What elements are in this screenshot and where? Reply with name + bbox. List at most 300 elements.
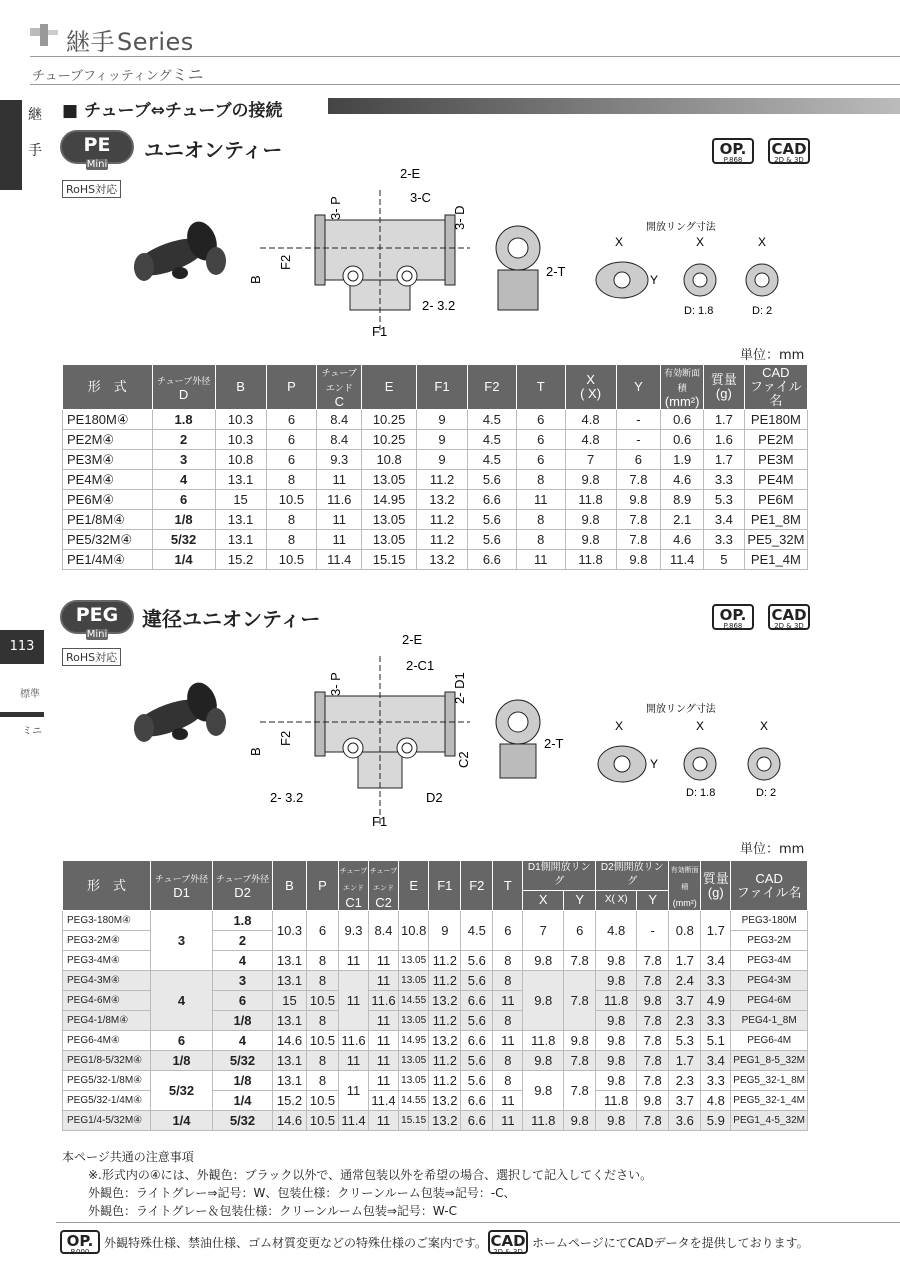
peg-th-cad-file: ファイル名 <box>736 884 802 900</box>
table-cell: PEG4-6M <box>731 991 808 1011</box>
table-cell: PE5_32M <box>744 530 807 550</box>
table-cell: 5.3 <box>669 1031 701 1051</box>
side-label-standard: 標準 <box>20 689 40 700</box>
table-cell: 5.6 <box>461 971 493 991</box>
table-cell: 1/8 <box>213 1071 273 1091</box>
pe-dim-2e: 2-E <box>400 166 421 181</box>
table-cell: 13.2 <box>417 550 468 570</box>
pe-th-tubeend: チューブエンド <box>321 368 357 393</box>
table-cell: 11 <box>493 1111 523 1131</box>
table-cell: 2.4 <box>669 971 701 991</box>
model-cell: PEG6-4M④ <box>63 1031 151 1051</box>
table-cell: 11 <box>339 971 369 1031</box>
table-cell: 11 <box>516 550 565 570</box>
table-cell: 1.7 <box>669 951 701 971</box>
peg-th-cad: CAD <box>755 870 783 886</box>
table-cell: 5.9 <box>701 1111 731 1131</box>
section-bar <box>328 98 900 114</box>
table-cell: 1.7 <box>704 450 745 470</box>
pe-th-c: C <box>334 394 344 409</box>
table-cell: 15 <box>215 490 266 510</box>
table-cell: 13.05 <box>362 530 417 550</box>
peg-photo <box>130 678 226 744</box>
table-cell: 7 <box>565 450 616 470</box>
table-cell: 9 <box>417 430 468 450</box>
table-cell: 11 <box>493 991 523 1011</box>
table-cell: 10.5 <box>307 1031 339 1051</box>
table-cell: 6 <box>516 410 565 430</box>
table-cell: PE1/8M④ <box>63 510 153 530</box>
table-cell: 3.3 <box>701 1071 731 1091</box>
table-cell: 3 <box>152 450 215 470</box>
table-cell: 10.25 <box>362 430 417 450</box>
table-cell: 8 <box>307 951 339 971</box>
peg-op-icon[interactable]: OP. P.868 <box>712 604 754 630</box>
table-cell: 6 <box>493 911 523 951</box>
pe-th-cad-file: ファイル名 <box>749 379 802 408</box>
peg-badge: PEG Mini <box>60 600 134 634</box>
table-cell: 11 <box>369 1111 399 1131</box>
table-cell: 14.55 <box>399 1091 429 1111</box>
peg-th-mass: 質量 <box>702 870 729 886</box>
table-cell: 9.8 <box>596 1071 637 1091</box>
table-cell: 8.4 <box>317 430 362 450</box>
table-cell: 7.8 <box>616 470 661 490</box>
peg-th-x: X <box>523 890 564 910</box>
fitting-logo-icon <box>30 24 58 46</box>
peg-th-t: T <box>493 861 523 911</box>
table-cell: 8 <box>307 1071 339 1091</box>
table-cell: PEG1_8-5_32M <box>731 1051 808 1071</box>
table-cell: 11.6 <box>339 1031 369 1051</box>
table-cell: 6.6 <box>467 490 516 510</box>
table-cell: 13.1 <box>215 530 266 550</box>
table-cell: 13.1 <box>215 510 266 530</box>
table-cell: 5.3 <box>704 490 745 510</box>
table-cell: 3 <box>151 911 213 971</box>
pe-dim-232: 2- 3.2 <box>422 298 456 313</box>
side-tab <box>0 100 22 190</box>
table-cell: 3.4 <box>701 951 731 971</box>
table-cell: 9.8 <box>565 530 616 550</box>
peg-dim-b: B <box>248 747 263 756</box>
table-cell: 1.7 <box>704 410 745 430</box>
table-cell: 7.8 <box>564 1051 596 1071</box>
table-cell: 9.8 <box>523 971 564 1031</box>
table-cell: 10.5 <box>307 1111 339 1131</box>
table-row <box>63 450 808 470</box>
table-cell: 6.6 <box>461 991 493 1011</box>
table-cell: 4 <box>152 470 215 490</box>
table-row <box>63 1071 808 1091</box>
peg-ring-x3: X <box>760 719 769 733</box>
table-cell: 5 <box>704 550 745 570</box>
table-cell: 13.2 <box>429 1091 461 1111</box>
table-cell: 8 <box>516 530 565 550</box>
table-cell: 11.8 <box>565 550 616 570</box>
table-cell: 11 <box>516 490 565 510</box>
pe-th-area: 有効断面積 <box>664 368 701 393</box>
table-cell: 8 <box>307 1051 339 1071</box>
table-cell: 7.8 <box>637 951 669 971</box>
table-cell: 13.2 <box>429 991 461 1011</box>
model-cell: PEG5/32-1/4M④ <box>63 1091 151 1111</box>
table-cell: 3.3 <box>701 971 731 991</box>
pe-ring-x1: X <box>615 235 624 249</box>
pe-th-mass: 質量 <box>710 372 737 387</box>
table-cell: 4.8 <box>565 410 616 430</box>
model-cell: PEG3-4M④ <box>63 951 151 971</box>
table-cell: 1/4 <box>152 550 215 570</box>
table-cell: PEG5_32-1_8M <box>731 1071 808 1091</box>
table-cell: 11.2 <box>429 1051 461 1071</box>
table-cell: 14.95 <box>362 490 417 510</box>
peg-th-b: B <box>273 861 307 911</box>
peg-th-end1: チューブエンド <box>339 867 368 892</box>
pe-th-model: 形 式 <box>63 365 153 410</box>
table-cell: 6 <box>266 450 317 470</box>
peg-rohs-badge: RoHS対応 <box>62 648 121 666</box>
peg-th-ring2: D2側開放リング <box>596 861 669 891</box>
table-cell: 4.6 <box>661 470 704 490</box>
table-cell: 8 <box>266 510 317 530</box>
header-divider <box>30 56 900 57</box>
table-cell: 9.8 <box>637 991 669 1011</box>
table-cell: 4.5 <box>461 911 493 951</box>
table-cell: 9.8 <box>565 470 616 490</box>
table-cell: 13.05 <box>399 1011 429 1031</box>
table-cell: 15.2 <box>273 1091 307 1111</box>
table-row <box>63 430 808 450</box>
table-cell: 8.9 <box>661 490 704 510</box>
table-cell: 8 <box>516 510 565 530</box>
table-cell: 6 <box>266 410 317 430</box>
table-cell: 4 <box>213 951 273 971</box>
table-cell: 9.3 <box>339 911 369 951</box>
table-cell: 9.8 <box>596 971 637 991</box>
table-cell: PE1/4M④ <box>63 550 153 570</box>
pe-th-e: E <box>362 365 417 410</box>
footer-op-icon[interactable]: OP. P.000 <box>60 1230 100 1254</box>
table-cell: 5.1 <box>701 1031 731 1051</box>
peg-th-f2: F2 <box>461 861 493 911</box>
table-cell: 10.5 <box>266 490 317 510</box>
table-cell: 9.8 <box>523 1071 564 1111</box>
table-cell: 10.3 <box>215 410 266 430</box>
table-cell: 1.9 <box>661 450 704 470</box>
peg-th-end2: チューブエンド <box>369 867 398 892</box>
peg-th-area: 有効断面積 <box>670 867 699 891</box>
table-cell: PEG3-2M <box>731 931 808 951</box>
model-cell: PEG1/4-5/32M④ <box>63 1111 151 1131</box>
table-cell: 8 <box>307 1011 339 1031</box>
table-cell: 11.4 <box>339 1111 369 1131</box>
table-cell: 9.8 <box>596 1031 637 1051</box>
peg-th-y2: Y <box>637 890 669 910</box>
pe-dim-3c: 3-C <box>410 190 431 205</box>
header-title: 継手Series <box>66 28 194 56</box>
table-cell: 11.2 <box>429 1071 461 1091</box>
table-cell: 1.8 <box>152 410 215 430</box>
pe-rohs-badge: RoHS対応 <box>62 180 121 198</box>
table-cell: 2 <box>213 931 273 951</box>
table-cell: 13.1 <box>273 951 307 971</box>
table-cell: 10.3 <box>273 911 307 951</box>
pe-th-f2: F2 <box>467 365 516 410</box>
table-cell: 4.8 <box>701 1091 731 1111</box>
table-row <box>63 410 808 430</box>
table-cell: 6 <box>616 450 661 470</box>
table-cell: 13.1 <box>273 1071 307 1091</box>
table-row <box>63 911 808 931</box>
table-cell: 8 <box>493 1011 523 1031</box>
pe-spec-table <box>62 364 808 570</box>
table-cell: 14.95 <box>399 1031 429 1051</box>
model-cell: PEG3-2M④ <box>63 931 151 951</box>
table-cell: 7.8 <box>616 510 661 530</box>
table-cell: PE3M <box>744 450 807 470</box>
table-cell: PEG4-3M <box>731 971 808 991</box>
table-cell: 7.8 <box>616 530 661 550</box>
pe-side-view <box>496 226 540 310</box>
table-cell: 5.6 <box>467 530 516 550</box>
table-cell: 11 <box>369 951 399 971</box>
table-cell: 6.6 <box>467 550 516 570</box>
table-cell: - <box>637 911 669 951</box>
peg-th-model: 形 式 <box>63 861 151 911</box>
table-cell: PE6M <box>744 490 807 510</box>
table-cell: PE2M④ <box>63 430 153 450</box>
table-cell: 6 <box>516 430 565 450</box>
peg-dim-232: 2- 3.2 <box>270 790 304 805</box>
page-number: 113 <box>0 630 44 664</box>
table-cell: 3.3 <box>701 1011 731 1031</box>
peg-dim-f1: F1 <box>372 814 388 829</box>
table-cell: 11 <box>369 1051 399 1071</box>
table-cell: 4.8 <box>565 430 616 450</box>
pe-th-f1: F1 <box>417 365 468 410</box>
pe-th-p: P <box>266 365 317 410</box>
table-cell: 11.8 <box>523 1111 564 1131</box>
notes-title: 本ページ共通の注意事項 <box>62 1150 194 1164</box>
table-cell: 4.5 <box>467 450 516 470</box>
peg-dim-3p: 3- P <box>328 672 343 696</box>
table-row <box>63 550 808 570</box>
table-cell: 9.8 <box>596 1111 637 1131</box>
section-title: ■ チューブ⇔チューブの接続 <box>62 101 283 121</box>
table-cell: 3 <box>213 971 273 991</box>
peg-ring-views <box>598 746 780 782</box>
table-cell: 11.6 <box>369 991 399 1011</box>
table-cell: 13.1 <box>273 971 307 991</box>
table-cell: 13.05 <box>399 1051 429 1071</box>
table-cell: 8 <box>266 530 317 550</box>
table-cell: 11 <box>339 1051 369 1071</box>
table-cell: 1.6 <box>704 430 745 450</box>
peg-th-tube1: チューブ外径 <box>154 874 209 884</box>
peg-cad-icon[interactable]: CAD 2D & 3D <box>768 604 810 630</box>
table-cell: 0.6 <box>661 430 704 450</box>
pe-ring-d2: D: 2 <box>752 305 773 317</box>
peg-th-area-unit: (mm²) <box>672 898 697 908</box>
peg-th-e: E <box>399 861 429 911</box>
pe-dim-f2: F2 <box>278 254 293 270</box>
table-cell: 11 <box>317 510 362 530</box>
peg-unit: 単位：mm <box>740 842 805 857</box>
table-cell: 11.2 <box>429 1011 461 1031</box>
table-cell: 0.8 <box>669 911 701 951</box>
pe-photo <box>130 217 226 283</box>
notes-line-1: ※.形式内の④には、外観色：ブラック以外で、通常包装以外を希望の場合、選択して記入してください。 <box>88 1168 653 1182</box>
table-cell: 1/4 <box>151 1111 213 1131</box>
table-row <box>63 530 808 550</box>
peg-th-c1: C1 <box>345 894 362 910</box>
peg-th-ring1: D1側開放リング <box>523 861 596 891</box>
pe-dim-b: B <box>248 275 263 284</box>
table-cell: 5.6 <box>461 951 493 971</box>
table-cell: 9.8 <box>616 550 661 570</box>
pe-th-b: B <box>215 365 266 410</box>
table-cell: 7.8 <box>637 971 669 991</box>
table-cell: 8 <box>493 971 523 991</box>
peg-th-tube2: チューブ外径 <box>215 874 270 884</box>
table-cell: 7.8 <box>637 1071 669 1091</box>
side-char-1: 継 <box>28 107 42 123</box>
table-row <box>63 470 808 490</box>
table-cell: 11.8 <box>596 991 637 1011</box>
table-cell: 4 <box>213 1031 273 1051</box>
pe-ring-title: 開放リング寸法 <box>646 222 716 233</box>
pe-title: ユニオンティー <box>144 138 283 162</box>
table-cell: 13.05 <box>399 1071 429 1091</box>
table-row <box>63 1051 808 1071</box>
table-cell: 10.8 <box>362 450 417 470</box>
pe-dim-f1: F1 <box>372 324 388 339</box>
table-cell: 11.2 <box>429 951 461 971</box>
pe-th-tube: チューブ外径 <box>156 375 211 386</box>
table-cell: 8.4 <box>317 410 362 430</box>
peg-th-mass-unit: (g) <box>707 884 724 900</box>
peg-ring-y: Y <box>650 757 659 771</box>
pe-unit: 単位：mm <box>740 348 805 363</box>
pe-th-y: Y <box>616 365 661 410</box>
table-row <box>63 971 808 991</box>
table-cell: 15.2 <box>215 550 266 570</box>
table-cell: 14.55 <box>399 991 429 1011</box>
table-row <box>63 510 808 530</box>
table-cell: 8 <box>516 470 565 490</box>
pe-ring-y: Y <box>650 273 659 287</box>
table-cell: PE4M④ <box>63 470 153 490</box>
table-cell: 11 <box>369 1011 399 1031</box>
pe-dim-2t: 2-T <box>546 264 566 279</box>
table-cell: PEG1_4-5_32M <box>731 1111 808 1131</box>
table-cell: - <box>616 410 661 430</box>
table-cell: 10.8 <box>399 911 429 951</box>
peg-th-x2: X( X) <box>596 890 637 910</box>
pe-badge: PE Mini <box>60 130 134 164</box>
model-cell: PEG4-6M④ <box>63 991 151 1011</box>
peg-dim-2c1: 2-C1 <box>406 658 435 673</box>
table-cell: 1.7 <box>669 1051 701 1071</box>
table-cell: 9.8 <box>596 1051 637 1071</box>
table-cell: 9.8 <box>523 951 564 971</box>
table-cell: 11 <box>339 1071 369 1111</box>
table-cell: 11 <box>339 951 369 971</box>
table-cell: 3.7 <box>669 991 701 1011</box>
table-cell: 13.1 <box>215 470 266 490</box>
table-cell: 11 <box>493 1031 523 1051</box>
pe-op-icon[interactable]: OP. P.868 <box>712 138 754 164</box>
pe-dim-3d: 3- D <box>452 205 467 230</box>
table-cell: 4.5 <box>467 410 516 430</box>
table-cell: 3.7 <box>669 1091 701 1111</box>
table-cell: 11.8 <box>596 1091 637 1111</box>
pe-ring-x3: X <box>758 235 767 249</box>
table-cell: 9.8 <box>565 510 616 530</box>
peg-dim-2e: 2-E <box>402 632 423 647</box>
pe-th-x: X <box>586 372 595 387</box>
table-cell: 13.1 <box>273 1051 307 1071</box>
table-cell: 7.8 <box>637 1011 669 1031</box>
table-cell: 2 <box>152 430 215 450</box>
table-cell: 11.2 <box>417 530 468 550</box>
table-cell: 3.3 <box>704 530 745 550</box>
table-cell: 7.8 <box>637 1051 669 1071</box>
table-cell: 1/8 <box>152 510 215 530</box>
table-cell: 3.3 <box>704 470 745 490</box>
side-char-2: 手 <box>28 143 42 159</box>
pe-th-t: T <box>516 365 565 410</box>
table-cell: 9 <box>417 410 468 430</box>
table-cell: 6 <box>516 450 565 470</box>
footer-cad-icon[interactable]: CAD 2D & 3D <box>488 1230 528 1254</box>
table-cell: 11.6 <box>317 490 362 510</box>
table-cell: 6.6 <box>461 1091 493 1111</box>
table-cell: 11.2 <box>417 510 468 530</box>
table-cell: 8.4 <box>369 911 399 951</box>
table-cell: PE1_4M <box>744 550 807 570</box>
table-cell: 9.8 <box>616 490 661 510</box>
table-cell: 11 <box>369 971 399 991</box>
pe-th-area-unit: (mm²) <box>664 394 700 409</box>
table-cell: 4.5 <box>467 430 516 450</box>
model-cell: PEG4-3M④ <box>63 971 151 991</box>
table-cell: 13.2 <box>429 1111 461 1131</box>
peg-th-c2: C2 <box>375 894 392 910</box>
peg-th-y: Y <box>564 890 596 910</box>
table-cell: 11 <box>493 1091 523 1111</box>
table-cell: PEG4-1_8M <box>731 1011 808 1031</box>
table-cell: PE180M <box>744 410 807 430</box>
peg-ring-d2: D: 2 <box>756 787 777 799</box>
table-cell: 3.4 <box>701 1051 731 1071</box>
table-cell: 8 <box>266 470 317 490</box>
table-cell: 4.6 <box>661 530 704 550</box>
table-cell: 4.8 <box>596 911 637 951</box>
table-cell: 1/8 <box>213 1011 273 1031</box>
peg-drawing <box>110 626 830 836</box>
pe-cad-icon[interactable]: CAD 2D & 3D <box>768 138 810 164</box>
table-cell: 5/32 <box>151 1071 213 1111</box>
table-cell: 6 <box>152 490 215 510</box>
table-cell: 1.7 <box>701 911 731 951</box>
pe-ring-x2: X <box>696 235 705 249</box>
table-cell: 1/8 <box>151 1051 213 1071</box>
table-cell: 9.3 <box>317 450 362 470</box>
table-cell: 11 <box>369 1031 399 1051</box>
peg-ring-x2: X <box>696 719 705 733</box>
